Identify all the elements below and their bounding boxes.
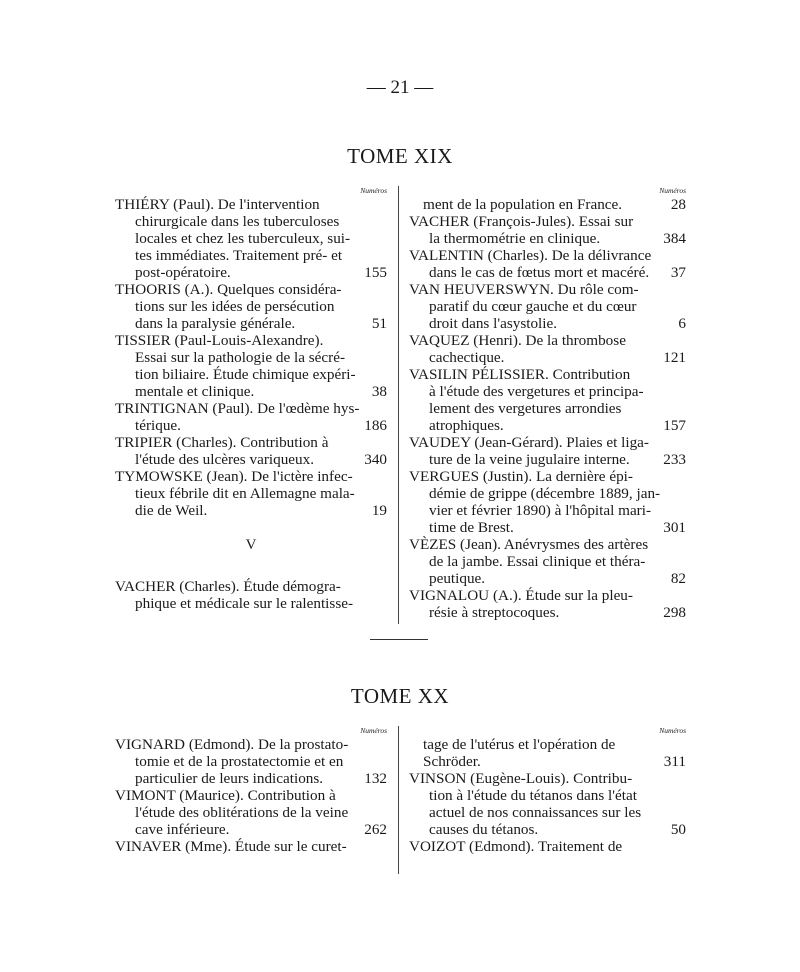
entry-line: résie à streptocoques.: [429, 604, 560, 621]
entry-line: actuel de nos connaissances sur les: [429, 804, 642, 821]
entry-line: paratif du cœur gauche et du cœur: [429, 298, 637, 315]
entry-number: 19: [371, 502, 387, 519]
entry-number: 28: [670, 196, 686, 213]
entry-line: la thermométrie en clinique.: [429, 230, 601, 247]
entry-line: VINAVER (Mme). Étude sur le curet-: [115, 838, 347, 855]
entry-line: de la jambe. Essai clinique et théra-: [429, 553, 646, 570]
tome-xix-right-column: [409, 186, 686, 621]
entry-line: VAN HEUVERSWYN. Du rôle com-: [409, 281, 639, 298]
entry-line: VASILIN PÉLISSIER. Contribution: [409, 366, 631, 383]
entry-number: 155: [364, 264, 387, 281]
entry-line: VERGUES (Justin). La dernière épi-: [409, 468, 633, 485]
bibliography-entry: [409, 247, 686, 281]
entry-line: chirurgicale dans les tuberculoses: [135, 213, 340, 230]
bibliography-entry: [115, 736, 387, 787]
column-divider: [398, 186, 399, 624]
section-title-tome-xx: TOME XX: [350, 684, 450, 708]
entry-line: VAUDEY (Jean-Gérard). Plaies et liga-: [409, 434, 649, 451]
tome-xix-left-column: [115, 186, 387, 612]
entry-number: 262: [364, 821, 387, 838]
entry-number: 37: [670, 264, 686, 281]
entry-line: ture de la veine jugulaire interne.: [429, 451, 630, 468]
entry-line: tion biliaire. Étude chimique expéri-: [135, 366, 356, 383]
entry-number: 50: [670, 821, 686, 838]
letter-heading-v: V: [245, 537, 257, 553]
entry-line: TYMOWSKE (Jean). De l'ictère infec-: [115, 468, 353, 485]
numeros-header: Numéros: [360, 186, 387, 195]
entry-number: 82: [670, 570, 686, 587]
entry-line: dans le cas de fœtus mort et macéré.: [429, 264, 650, 281]
entry-line: térique.: [135, 417, 181, 434]
entry-line: die de Weil.: [135, 502, 208, 519]
entry-line: THIÉRY (Paul). De l'intervention: [115, 196, 320, 213]
entry-line: à l'étude des vergetures et principa-: [429, 383, 644, 400]
entry-line: démie de grippe (décembre 1889, jan-: [429, 485, 661, 502]
entry-number: 298: [663, 604, 686, 621]
tome-xx-right-column: [409, 726, 686, 855]
entry-line: Essai sur la pathologie de la sécré-: [135, 349, 346, 366]
bibliography-entry: [115, 281, 387, 332]
entry-line: VIGNALOU (A.). Étude sur la pleu-: [409, 587, 633, 604]
bibliography-entry: [115, 400, 387, 434]
bibliography-entry: [115, 332, 387, 400]
entry-line: VAQUEZ (Henri). De la thrombose: [409, 332, 626, 349]
section-separator: [370, 639, 428, 640]
entry-number: 186: [364, 417, 387, 434]
entry-line: droit dans l'asystolie.: [429, 315, 558, 332]
entry-number: 340: [364, 451, 387, 468]
entry-line: THOORIS (A.). Quelques considéra-: [115, 281, 342, 298]
page-number: — 21 —: [366, 77, 434, 98]
entry-line: VÈZES (Jean). Anévrysmes des artères: [409, 536, 649, 553]
entry-number: 6: [678, 315, 686, 332]
bibliography-entry: [409, 468, 686, 536]
entry-line: VOIZOT (Edmond). Traitement de: [409, 838, 623, 855]
bibliography-entry: [115, 434, 387, 468]
numeros-header: Numéros: [659, 726, 686, 735]
entry-line: TRINTIGNAN (Paul). De l'œdème hys-: [115, 400, 360, 417]
entry-line: tomie et de la prostatectomie et en: [135, 753, 344, 770]
entry-line: VACHER (François-Jules). Essai sur: [409, 213, 634, 230]
bibliography-entry: [409, 770, 686, 838]
entry-number: 51: [371, 315, 387, 332]
entry-line: vier et février 1890) à l'hôpital mari-: [429, 502, 652, 519]
bibliography-entry: [115, 787, 387, 838]
entry-line: VACHER (Charles). Étude démogra-: [115, 578, 341, 595]
entry-number: 132: [364, 770, 387, 787]
entry-line: locales et chez les tuberculeux, sui-: [135, 230, 351, 247]
entry-line: VIGNARD (Edmond). De la prostato-: [115, 736, 349, 753]
bibliography-entry: [409, 366, 686, 434]
numeros-header: Numéros: [659, 186, 686, 195]
entry-line: phique et médicale sur le ralentisse-: [135, 595, 354, 612]
entry-number: 311: [663, 753, 686, 770]
entry-line: peutique.: [429, 570, 486, 587]
entry-line: tions sur les idées de persécution: [135, 298, 335, 315]
entry-number: 233: [663, 451, 686, 468]
bibliography-entry: [409, 281, 686, 332]
entry-line: dans la paralysie générale.: [135, 315, 296, 332]
entry-line: VINSON (Eugène-Louis). Contribu-: [409, 770, 633, 787]
entry-line: TRIPIER (Charles). Contribution à: [115, 434, 329, 451]
bibliography-entry: [115, 838, 387, 855]
entry-line: particulier de leurs indications.: [135, 770, 324, 787]
entry-number: 121: [663, 349, 686, 366]
entry-line: VALENTIN (Charles). De la délivrance: [409, 247, 652, 264]
entry-line: ment de la population en France.: [423, 196, 623, 213]
entry-line: atrophiques.: [429, 417, 504, 434]
entry-line: tieux fébrile dit en Allemagne mala-: [135, 485, 355, 502]
column-divider: [398, 726, 399, 874]
bibliography-entry: [409, 213, 686, 247]
entry-line: tage de l'utérus et l'opération de: [423, 736, 616, 753]
entry-number: 157: [663, 417, 686, 434]
tome-xx-left-column: [115, 726, 387, 855]
entry-line: tes immédiates. Traitement pré- et: [135, 247, 343, 264]
entry-line: tion à l'étude du tétanos dans l'état: [429, 787, 637, 804]
bibliography-entry: [409, 434, 686, 468]
entry-continuation: [409, 736, 686, 770]
entry-line: l'étude des ulcères variqueux.: [135, 451, 315, 468]
numeros-header: Numéros: [360, 726, 387, 735]
entry-number: 301: [663, 519, 686, 536]
bibliography-entry: [115, 578, 387, 612]
entry-line: cachectique.: [429, 349, 505, 366]
bibliography-entry: [409, 536, 686, 587]
entry-line: TISSIER (Paul-Louis-Alexandre).: [115, 332, 324, 349]
bibliography-entry: [115, 196, 387, 281]
entry-line: cave inférieure.: [135, 821, 230, 838]
bibliography-entry: [409, 587, 686, 621]
entry-line: post-opératoire.: [135, 264, 231, 281]
entry-line: l'étude des oblitérations de la veine: [135, 804, 349, 821]
section-title-tome-xix: TOME XIX: [347, 144, 453, 168]
entry-line: mentale et clinique.: [135, 383, 255, 400]
entry-number: 38: [371, 383, 387, 400]
bibliography-entry: [409, 838, 686, 855]
bibliography-entry: [409, 332, 686, 366]
entry-line: Schröder.: [423, 753, 481, 770]
entry-line: VIMONT (Maurice). Contribution à: [115, 787, 336, 804]
entry-line: time de Brest.: [429, 519, 514, 536]
bibliography-entry: [115, 468, 387, 519]
entry-number: 384: [663, 230, 686, 247]
entry-line: causes du tétanos.: [429, 821, 539, 838]
entry-line: lement des vergetures arrondies: [429, 400, 622, 417]
entry-continuation: [409, 196, 686, 213]
